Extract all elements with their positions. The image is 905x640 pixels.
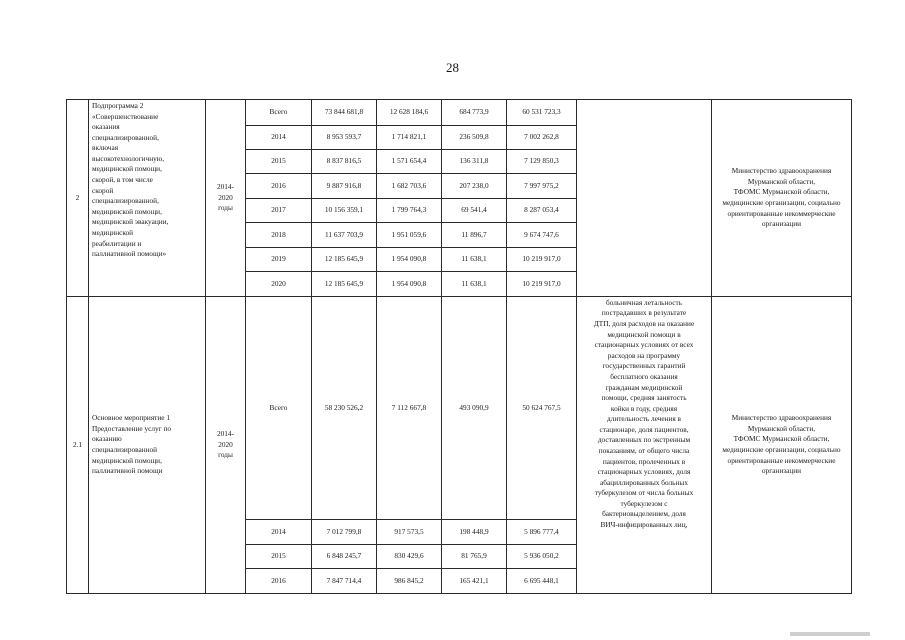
value-cell: 136 311,8 [442,150,507,174]
name-line: оказания [92,122,120,132]
value-cell: 207 238,0 [442,174,507,198]
value-cell: 7 112 667,8 [377,296,442,520]
year-cell: 2015 [246,544,312,568]
period-lines [209,429,242,461]
value-cell: 1 682 703,6 [377,174,442,198]
indicator-line: стационарных условиях от всех [594,340,694,350]
year-cell: 2016 [246,174,312,198]
indicator-line: помощи, средняя занятость [601,393,687,403]
indicator-line: медицинской помощи в [607,329,681,339]
row-number: 2.1 [67,296,89,593]
period-lines [209,182,242,214]
scan-edge-mark [790,632,870,636]
executor-line: Министерство здравоохранения [731,413,832,423]
name-line: специализированной, [92,132,159,142]
name-line: реабилитации и [92,238,142,248]
period-line: 2014- [216,429,235,439]
value-cell: 165 421,1 [442,569,507,594]
value-cell: 11 896,7 [442,223,507,247]
value-cell: 236 509,8 [442,125,507,149]
name-line: медицинской помощи, [92,164,162,174]
value-cell: 493 090,9 [442,296,507,520]
name-line: Подпрограмма 2 [92,101,144,110]
value-cell: 1 954 090,8 [377,272,442,296]
name-line: «Совершенствование [92,111,159,121]
value-cell: 11 638,1 [442,272,507,296]
period-line: годы [218,203,233,213]
executor-line: ТФОМС Мурманской области, [733,187,830,197]
executor-line: ТФОМС Мурманской области, [733,434,830,444]
implementation-period [206,296,246,593]
indicator-lines [580,298,708,531]
name-line: включая [92,143,119,153]
indicator-line: стационаре, доля пациентов, [599,424,689,434]
value-cell: 50 624 767,5 [507,296,577,520]
implementation-period [206,100,246,297]
indicator-line: расходов на программу [607,350,681,360]
indicator-line: туберкулезом с [620,498,668,508]
value-cell: 69 541,4 [442,198,507,222]
total-cell: 11 637 703,9 [312,223,377,247]
activity-name [89,296,206,593]
indicators-cell [577,296,712,593]
total-cell: 7 847 714,4 [312,569,377,594]
value-cell: 198 448,9 [442,520,507,544]
value-cell: 6 695 448,1 [507,569,577,594]
executor-line: ориентированные некоммерческие [727,455,836,465]
value-cell: 10 219 917,0 [507,272,577,296]
year-cell: 2014 [246,520,312,544]
total-cell: 73 844 681,8 [312,100,377,126]
period-line: 2020 [218,192,233,202]
total-cell: 7 012 799,8 [312,520,377,544]
value-cell: 10 219 917,0 [507,247,577,271]
value-cell: 9 674 747,6 [507,223,577,247]
total-cell: 10 156 359,1 [312,198,377,222]
value-cell: 60 531 723,3 [507,100,577,126]
name-line: медицинской помощи, [92,455,162,465]
value-cell: 12 628 184,6 [377,100,442,126]
name-line: медицинской помощи, [92,206,162,216]
name-line: специализированной [92,444,158,454]
value-cell: 830 429,6 [377,544,442,568]
indicator-line: длительность лечения в [606,414,681,424]
executor-lines [715,413,848,476]
indicator-line: бактериовыделением, доля [602,509,686,519]
table-row [67,100,852,126]
value-cell: 7 129 850,3 [507,150,577,174]
name-line: медицинской [92,227,134,237]
table-row [67,296,852,520]
total-cell: 58 230 526,2 [312,296,377,520]
indicator-line: показаниям, от общего числа [598,446,690,455]
year-cell: Всего [246,100,312,126]
value-cell: 917 573,5 [377,520,442,544]
page-number: 28 [446,60,459,75]
subprogram-name-lines [92,101,202,260]
value-cell: 5 896 777,4 [507,520,577,544]
year-cell: 2019 [246,247,312,271]
executor-line: Мурманской области, [747,423,816,433]
value-cell: 1 799 764,3 [377,198,442,222]
value-cell: 81 765,9 [442,544,507,568]
indicator-line: туберкулезом от числа больных [594,488,694,498]
indicator-line: пациентов, пролеченных в [602,456,686,466]
indicator-line: гражданам медицинской [605,382,683,392]
name-line: паллиативной помощи [92,466,163,476]
executors-cell [712,100,852,297]
name-line: скорой, в том числе [92,175,153,185]
total-cell: 8 837 816,5 [312,150,377,174]
name-line: оказанию [92,434,122,444]
total-cell: 6 848 245,7 [312,544,377,568]
period-line: годы [218,450,233,460]
total-cell: 8 953 593,7 [312,125,377,149]
indicator-line: абациллированных больных [600,477,688,487]
year-cell: 2015 [246,150,312,174]
row-number: 2 [67,100,89,297]
indicator-line: стационарных условиях, доля [597,467,691,477]
total-cell: 12 185 645,9 [312,247,377,271]
year-cell: 2017 [246,198,312,222]
value-cell: 7 002 262,8 [507,125,577,149]
subprogram-name [89,100,206,297]
indicator-line: больничная летальность [606,297,682,307]
indicator-line: пострадавших в результате [601,308,687,318]
program-table [66,99,852,594]
name-line: Предоставление услуг по [92,423,172,433]
name-line: паллиативной помощи» [92,249,167,259]
name-line: медицинской эвакуации, [92,217,169,227]
value-cell: 11 638,1 [442,247,507,271]
value-cell: 7 997 975,2 [507,174,577,198]
executor-line: организации [761,466,802,476]
name-line: Основное мероприятие 1 [92,413,170,423]
executor-line: медицинские организации, социально [722,444,841,454]
name-line: специализированной, [92,196,159,206]
executor-line: Мурманской области, [747,176,816,186]
value-cell: 684 773,9 [442,100,507,126]
indicator-line: бесплатного оказания [610,371,678,381]
value-cell: 1 571 654,4 [377,150,442,174]
indicator-line: ВИЧ-инфицированных лиц, [600,520,688,530]
executor-line: ориентированные некоммерческие [727,208,836,218]
indicator-line: доставленных по экстренным [597,435,691,445]
name-line: высокотехнологичную, [92,153,165,163]
value-cell: 1 714 821,1 [377,125,442,149]
value-cell: 8 287 053,4 [507,198,577,222]
year-cell: 2018 [246,223,312,247]
name-line: скорой [92,185,114,195]
value-cell: 1 951 059,6 [377,223,442,247]
total-cell: 9 887 916,8 [312,174,377,198]
value-cell: 1 954 090,8 [377,247,442,271]
executor-line: организации [761,219,802,229]
year-cell: 2014 [246,125,312,149]
value-cell: 5 936 050,2 [507,544,577,568]
executor-line: медицинские организации, социально [722,197,841,207]
executors-cell [712,296,852,593]
executor-line: Министерство здравоохранения [731,166,832,176]
activity-name-lines [92,413,202,476]
indicator-line: койки в году, средняя [610,403,678,413]
total-cell: 12 185 645,9 [312,272,377,296]
year-cell: 2020 [246,272,312,296]
year-cell: 2016 [246,569,312,594]
indicator-line: государственных гарантий [602,361,686,371]
year-cell: Всего [246,296,312,520]
executor-lines [715,166,848,229]
value-cell: 986 845,2 [377,569,442,594]
period-line: 2020 [218,439,233,449]
indicators-cell [577,100,712,297]
period-line: 2014- [216,182,235,192]
indicator-line: ДТП, доля расходов на оказание [593,319,695,329]
